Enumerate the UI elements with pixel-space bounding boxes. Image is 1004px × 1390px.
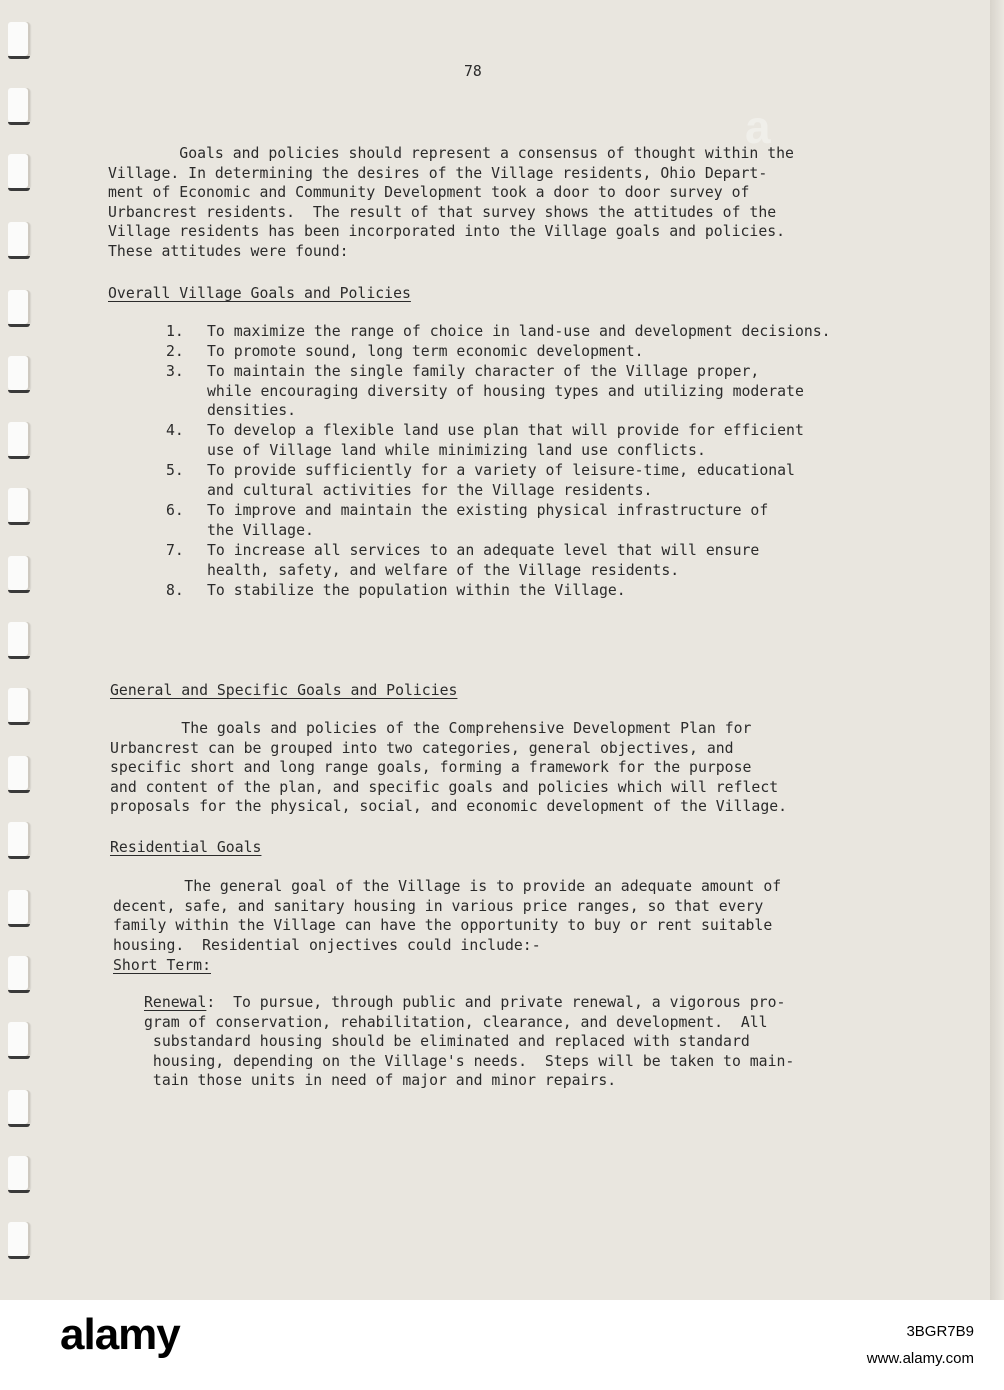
image-code: 3BGR7B9 xyxy=(906,1323,974,1340)
overall-goals-heading: Overall Village Goals and Policies xyxy=(108,285,411,302)
list-text: To increase all services to an adequate level that will ensure health, safety, and welfare of the Village residents. xyxy=(207,542,760,579)
list-text: To maintain the single family character of the Village proper, while encouraging diversity of housing types and utilizing moderate densities. xyxy=(207,363,804,419)
binder-hole xyxy=(8,956,30,990)
renewal-paragraph xyxy=(144,993,794,1091)
list-number: 2. xyxy=(166,343,184,360)
general-paragraph xyxy=(110,719,787,817)
binder-hole xyxy=(8,890,30,924)
binder-hole xyxy=(8,154,30,188)
list-text: To improve and maintain the existing physical infrastructure of the Village. xyxy=(207,502,769,539)
list-number: 7. xyxy=(166,542,184,559)
binder-hole xyxy=(8,1222,30,1256)
binder-hole xyxy=(8,356,30,390)
general-text: The goals and policies of the Comprehensive Development Plan for Urbancrest can be grouped into two categories, general objectives, and specific short and long range goals, forming a framework for the purpose and content of the plan, and specific goals and policies which will reflect proposals for the physical, social, and economic development of the Village. xyxy=(110,720,788,815)
residential-goals-heading: Residential Goals xyxy=(110,839,262,856)
binder-hole xyxy=(8,222,30,256)
binder-hole xyxy=(8,22,30,56)
list-number: 4. xyxy=(166,422,184,439)
renewal-label: Renewal xyxy=(144,994,207,1011)
page-number: 78 xyxy=(464,63,482,80)
list-number: 8. xyxy=(166,582,184,599)
intro-text: Goals and policies should represent a consensus of thought within the Village. In determining the desires of the Village residents, Ohio Depart- ment of Economic and Community Development took a door to door survey of Urbancrest residents. The result of that survey shows the attitudes of the Village residents has been incorporated into the Village goals and policies. These attitudes were found: xyxy=(108,145,794,260)
renewal-text: : To pursue, through public and private renewal, a vigorous pro- gram of conservation, rehabilitation, clearance, and development. All substandard housing should be eliminated and replaced with standard housing, depending on the Village's needs. Steps will be taken to main- tain those units in need of major and minor repairs. xyxy=(144,994,795,1089)
list-text: To maximize the range of choice in land-use and development decisions. xyxy=(207,323,831,340)
list-text: To develop a flexible land use plan that will provide for efficient use of Village land while minimizing land use conflicts. xyxy=(207,422,804,459)
watermark: a xyxy=(745,101,770,153)
residential-text: The general goal of the Village is to provide an adequate amount of decent, safe, and sanitary housing in various price ranges, so that every family within the Village can have the opportunity to buy or rent suitable housing. Residential onjectives could include:- xyxy=(113,878,782,954)
binder-hole xyxy=(8,88,30,122)
binder-hole xyxy=(8,822,30,856)
footer-url: www.alamy.com xyxy=(866,1350,974,1367)
list-number: 6. xyxy=(166,502,184,519)
list-number: 1. xyxy=(166,323,184,340)
binder-hole xyxy=(8,1156,30,1190)
short-term-heading: Short Term: xyxy=(113,957,211,974)
binder-hole xyxy=(8,756,30,790)
general-goals-heading: General and Specific Goals and Policies xyxy=(110,682,458,699)
alamy-logo: alamy xyxy=(60,1310,180,1359)
binder-hole xyxy=(8,290,30,324)
residential-paragraph xyxy=(113,877,781,955)
list-number: 3. xyxy=(166,363,184,380)
list-text: To promote sound, long term economic development. xyxy=(207,343,644,360)
binder-hole xyxy=(8,622,30,656)
binder-hole xyxy=(8,1090,30,1124)
binder-hole xyxy=(8,422,30,456)
intro-paragraph xyxy=(108,144,794,261)
binder-hole xyxy=(8,1022,30,1056)
binder-hole xyxy=(8,556,30,590)
list-text: To provide sufficiently for a variety of leisure-time, educational and cultural activities for the Village residents. xyxy=(207,462,795,499)
list-number: 5. xyxy=(166,462,184,479)
list-text: To stabilize the population within the Village. xyxy=(207,582,626,599)
binder-hole xyxy=(8,688,30,722)
binder-hole xyxy=(8,488,30,522)
